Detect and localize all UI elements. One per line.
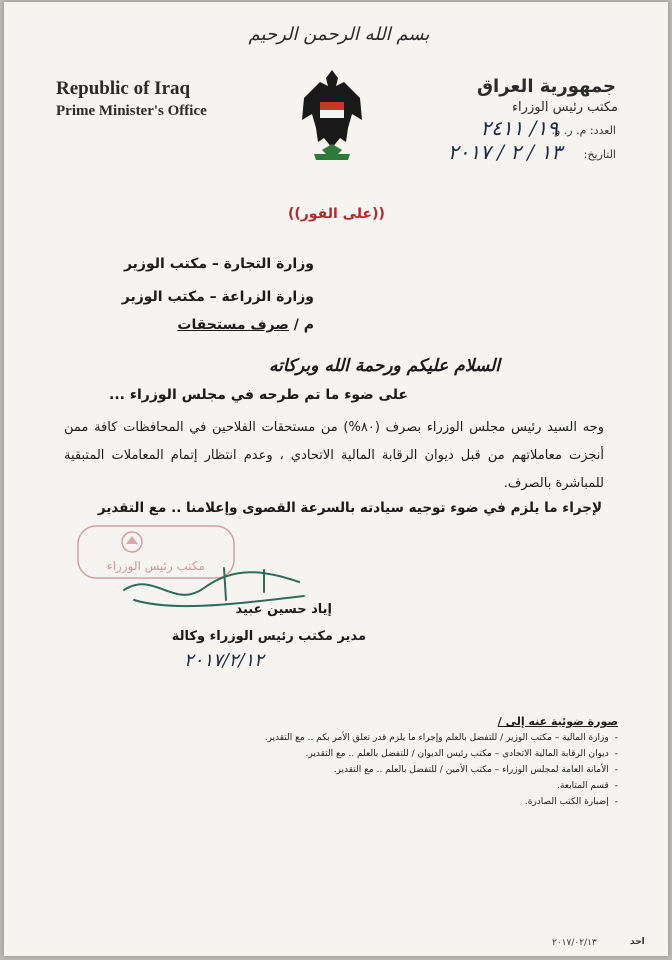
cc-item: -ديوان الرقابة المالية الاتحادي – مكتب رئيس الديوان / للتفضل بالعلم .. مع التقدير. xyxy=(305,749,618,759)
arabic-title: جمهورية العراق xyxy=(476,76,616,97)
cc-item: -الأمانة العامة لمجلس الوزراء – مكتب الأمين / للتفضل بالعلم .. مع التقدير. xyxy=(333,765,618,775)
cc-title: صورة ضوئية عنه إلى / xyxy=(497,715,618,728)
cc-item: -وزارة المالية – مكتب الوزير / للتفضل بالعلم وإجراء ما يلزم قدر تعلق الأمر بكم .. مع التقدير. xyxy=(264,733,618,743)
document-date: ١٣ / ٢ / ٢٠١٧ xyxy=(447,140,562,164)
recipient-line: وزارة الزراعة – مكتب الوزير xyxy=(121,289,314,305)
subject-line xyxy=(177,317,314,333)
subject-text: صرف مستحقات xyxy=(177,317,289,333)
arabic-subtitle: مكتب رئيس الوزراء xyxy=(511,100,618,115)
footer-label: احد xyxy=(630,937,645,947)
footer-number: ٢٠١٧/٠٢/١٣ xyxy=(552,938,597,948)
urgent-notice: ((على الفور)) xyxy=(288,206,385,222)
signer-name: إياد حسين عبيد xyxy=(235,602,332,617)
closing-line: لإجراء ما يلزم في ضوء توجيه سيادته بالسرعة القصوى وإعلامنا .. مع التقدير xyxy=(97,500,602,516)
greeting: السلام عليكم ورحمة الله وبركاته xyxy=(269,356,500,376)
body-paragraph: وجه السيد رئيس مجلس الوزراء بصرف (٨٠%) من مستحقات الفلاحين في المحافظات كافة ممن أنجزت معاملاتهم من قبل ديوان الرقابة المالية الاتحادي ، وعدم انتظار إتمام المعاملات المتبقية للمباشرة بالصرف. xyxy=(64,420,604,491)
cc-item-text: ديوان الرقابة المالية الاتحادي – مكتب رئيس الديوان / للتفضل بالعلم .. مع التقدير. xyxy=(305,749,609,759)
cc-item-text: إضبارة الكتب الصادرة. xyxy=(524,797,609,807)
recipient-line: وزارة التجارة – مكتب الوزير xyxy=(123,256,314,272)
document-page xyxy=(4,2,668,956)
reference-number: ١٩/ ٢٤١١ xyxy=(480,116,558,140)
iraq-eagle-emblem-icon xyxy=(300,68,364,168)
subject-label: م / xyxy=(293,317,314,333)
cc-list xyxy=(58,730,618,810)
english-title: Republic of Iraq xyxy=(56,78,191,99)
cc-item-text: قسم المتابعة. xyxy=(557,781,609,791)
intro-line: على ضوء ما تم طرحه في مجلس الوزراء ... xyxy=(109,387,408,403)
cc-item-text: وزارة المالية – مكتب الوزير / للتفضل بالعلم وإجراء ما يلزم قدر تعلق الأمر بكم .. مع التقدير. xyxy=(264,733,609,743)
cc-item-text: الأمانة العامة لمجلس الوزراء – مكتب الأمين / للتفضل بالعلم .. مع التقدير. xyxy=(333,765,609,775)
cc-item: -إضبارة الكتب الصادرة. xyxy=(524,797,618,807)
basmala-calligraphy: بسم الله الرحمن الرحيم xyxy=(248,24,430,45)
cc-item: -قسم المتابعة. xyxy=(557,781,618,791)
date-label: التاريخ: xyxy=(583,148,616,161)
english-subtitle: Prime Minister's Office xyxy=(56,103,207,119)
handwritten-date: ٢٠١٧/٢/١٢ xyxy=(184,650,264,671)
svg-text:مكتب رئيس الوزراء: مكتب رئيس الوزراء xyxy=(107,559,205,573)
signer-title: مدير مكتب رئيس الوزراء وكالة xyxy=(171,629,366,644)
reference-label: العدد: م. ر. و. xyxy=(551,124,616,137)
